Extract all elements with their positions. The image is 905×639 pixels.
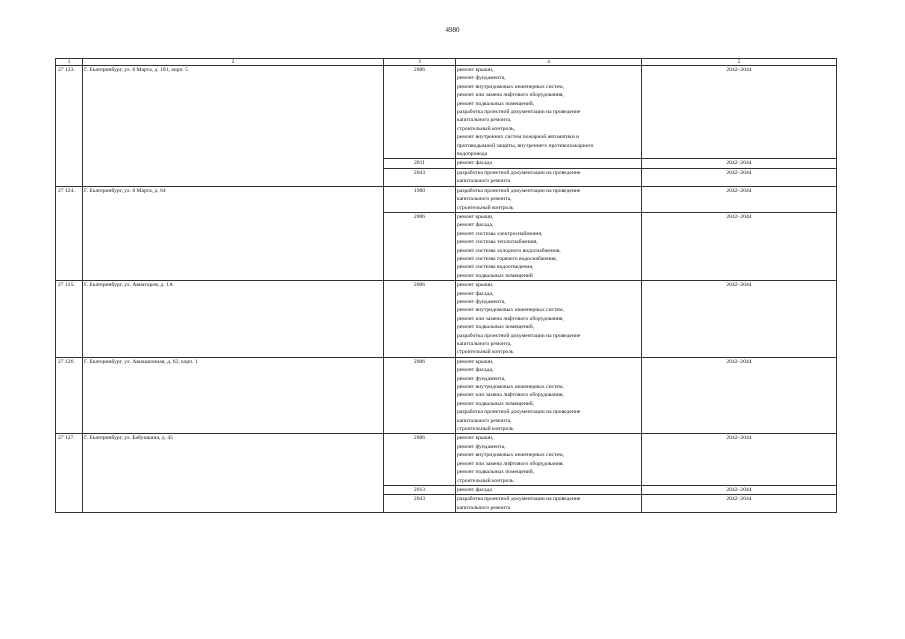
work-item: разработка проектной документации на проведение (457, 496, 581, 503)
work-item: ремонт или замена лифтового оборудования, (457, 92, 564, 99)
period-cell: 2042–2044 (642, 495, 837, 513)
work-item: ремонт подвальных помещений, (457, 324, 535, 331)
work-item: ремонт фасада, (457, 367, 494, 374)
address-cell: Г. Екатеринбург, ул. Авиаторов, д. 1А (83, 281, 384, 358)
work-item: капитального ремонта, (457, 417, 512, 424)
works-cell (456, 495, 642, 513)
year-cell: 2013 (384, 485, 456, 494)
table-row (56, 281, 837, 358)
row-number: 27 126. (56, 357, 83, 434)
works-cell (456, 186, 642, 212)
work-item: ремонт фундамента, (457, 443, 506, 450)
work-item: ремонт системы водоотведения, (457, 264, 534, 271)
table-row (56, 186, 837, 212)
period-cell: 2042–2044 (642, 186, 837, 212)
works-cell (456, 66, 642, 159)
period-cell: 2042–2044 (642, 281, 837, 358)
row-number: 27 124. (56, 186, 83, 280)
work-item: разработка проектной документации на проведение (457, 332, 581, 339)
work-item: строительный контроль (457, 204, 514, 211)
work-item: строительный контроль (457, 349, 514, 356)
period-cell: 2042–2044 (642, 434, 837, 485)
work-item: ремонт или замена лифтового оборудования, (457, 315, 564, 322)
column-header: 5 (642, 59, 837, 66)
work-item: ремонт внутренних систем пожарной автоматики и (457, 134, 580, 141)
page-number: 4980 (445, 26, 460, 34)
work-item: ремонт внутридомовых инженерных систем, (457, 452, 564, 459)
work-item: разработка проектной документации на проведение (457, 169, 581, 176)
work-item: противодымной защиты, внутреннего противопожарного (457, 142, 594, 149)
work-item: ремонт крыши, (457, 358, 494, 365)
work-item: ремонт внутридомовых инженерных систем, (457, 384, 564, 391)
works-cell (456, 434, 642, 485)
work-item: ремонт фундамента, (457, 75, 506, 82)
row-number: 27 125. (56, 281, 83, 358)
table-row (56, 66, 837, 159)
address-cell: Г. Екатеринбург, ул. Авиационная, д. 63, корп. 1 (83, 357, 384, 434)
column-header: 2 (83, 59, 384, 66)
address-cell: Г. Екатеринбург, ул. 8 Марта, д. 64 (83, 186, 384, 280)
work-item: ремонт системы холодного водоснабжения, (457, 247, 561, 254)
work-item: ремонт системы теплоснабжения, (457, 239, 538, 246)
works-cell (456, 168, 642, 186)
work-item: ремонт подвальных помещений (457, 272, 533, 279)
works-cell (456, 485, 642, 494)
year-cell: 2006 (384, 281, 456, 358)
work-item: ремонт внутридомовых инженерных систем, (457, 83, 564, 90)
period-cell: 2042–2044 (642, 66, 837, 159)
column-header: 1 (56, 59, 83, 66)
work-item: капитального ремонта (457, 178, 511, 185)
work-item: капитального ремонта (457, 504, 511, 511)
period-cell: 2042–2044 (642, 485, 837, 494)
work-item: ремонт системы горячего водоснабжения, (457, 255, 557, 262)
period-cell: 2042–2044 (642, 168, 837, 186)
year-cell: 2043 (384, 168, 456, 186)
work-item: ремонт фасада, (457, 222, 494, 229)
row-number: 27 123. (56, 66, 83, 187)
work-item: строительный контроль (457, 477, 514, 484)
work-item: разработка проектной документации на проведение (457, 409, 581, 416)
address-cell: Г. Екатеринбург, ул. Бабушкина, д. 45 (83, 434, 384, 513)
work-item: разработка проектной документации на проведение (457, 109, 581, 116)
address-cell: Г. Екатеринбург, ул. 8 Марта, д. 181, корп. 5 (83, 66, 384, 187)
work-item: ремонт крыши, (457, 67, 494, 73)
works-cell (456, 281, 642, 358)
works-cell (456, 159, 642, 168)
repair-schedule-table (55, 58, 837, 513)
year-cell: 2006 (384, 212, 456, 280)
table-row (56, 357, 837, 434)
year-cell: 2006 (384, 434, 456, 485)
period-cell: 2042–2044 (642, 357, 837, 434)
work-item: ремонт крыши, (457, 282, 494, 289)
table-row (56, 434, 837, 485)
work-item: ремонт системы электроснабжения, (457, 230, 543, 237)
work-item: строительный контроль (457, 426, 514, 433)
work-item: ремонт подвальных помещений, (457, 100, 535, 107)
work-item: ремонт фасада (457, 486, 492, 493)
work-item: ремонт фасада (457, 160, 492, 167)
work-item: ремонт фундамента, (457, 298, 506, 305)
period-cell: 2042–2044 (642, 212, 837, 280)
work-item: ремонт внутридомовых инженерных систем, (457, 307, 564, 314)
column-header: 4 (456, 59, 642, 66)
work-item: капитального ремонта, (457, 117, 512, 124)
year-cell: 2043 (384, 495, 456, 513)
header-row (56, 59, 837, 66)
year-cell: 1960 (384, 186, 456, 212)
work-item: строительный контроль, (457, 125, 515, 132)
year-cell: 2006 (384, 357, 456, 434)
work-item: капитального ремонта, (457, 196, 512, 203)
work-item: ремонт или замена лифтового оборудования, (457, 392, 564, 399)
works-cell (456, 212, 642, 280)
works-cell (456, 357, 642, 434)
row-number: 27 127. (56, 434, 83, 513)
column-header: 3 (384, 59, 456, 66)
work-item: ремонт крыши, (457, 435, 494, 442)
period-cell: 2042–2044 (642, 159, 837, 168)
work-item: ремонт крыши, (457, 213, 494, 220)
work-item: ремонт подвальных помещений, (457, 400, 535, 407)
work-item: ремонт фундамента, (457, 375, 506, 382)
work-item: ремонт подвальных помещений, (457, 469, 535, 476)
work-item: разработка проектной документации на проведение (457, 187, 581, 194)
work-item: водопровода (457, 151, 488, 158)
year-cell: 2011 (384, 159, 456, 168)
work-item: ремонт фасада, (457, 290, 494, 297)
work-item: ремонт или замена лифтового оборудования, (457, 460, 564, 467)
year-cell: 2006 (384, 66, 456, 159)
work-item: капитального ремонта, (457, 341, 512, 347)
